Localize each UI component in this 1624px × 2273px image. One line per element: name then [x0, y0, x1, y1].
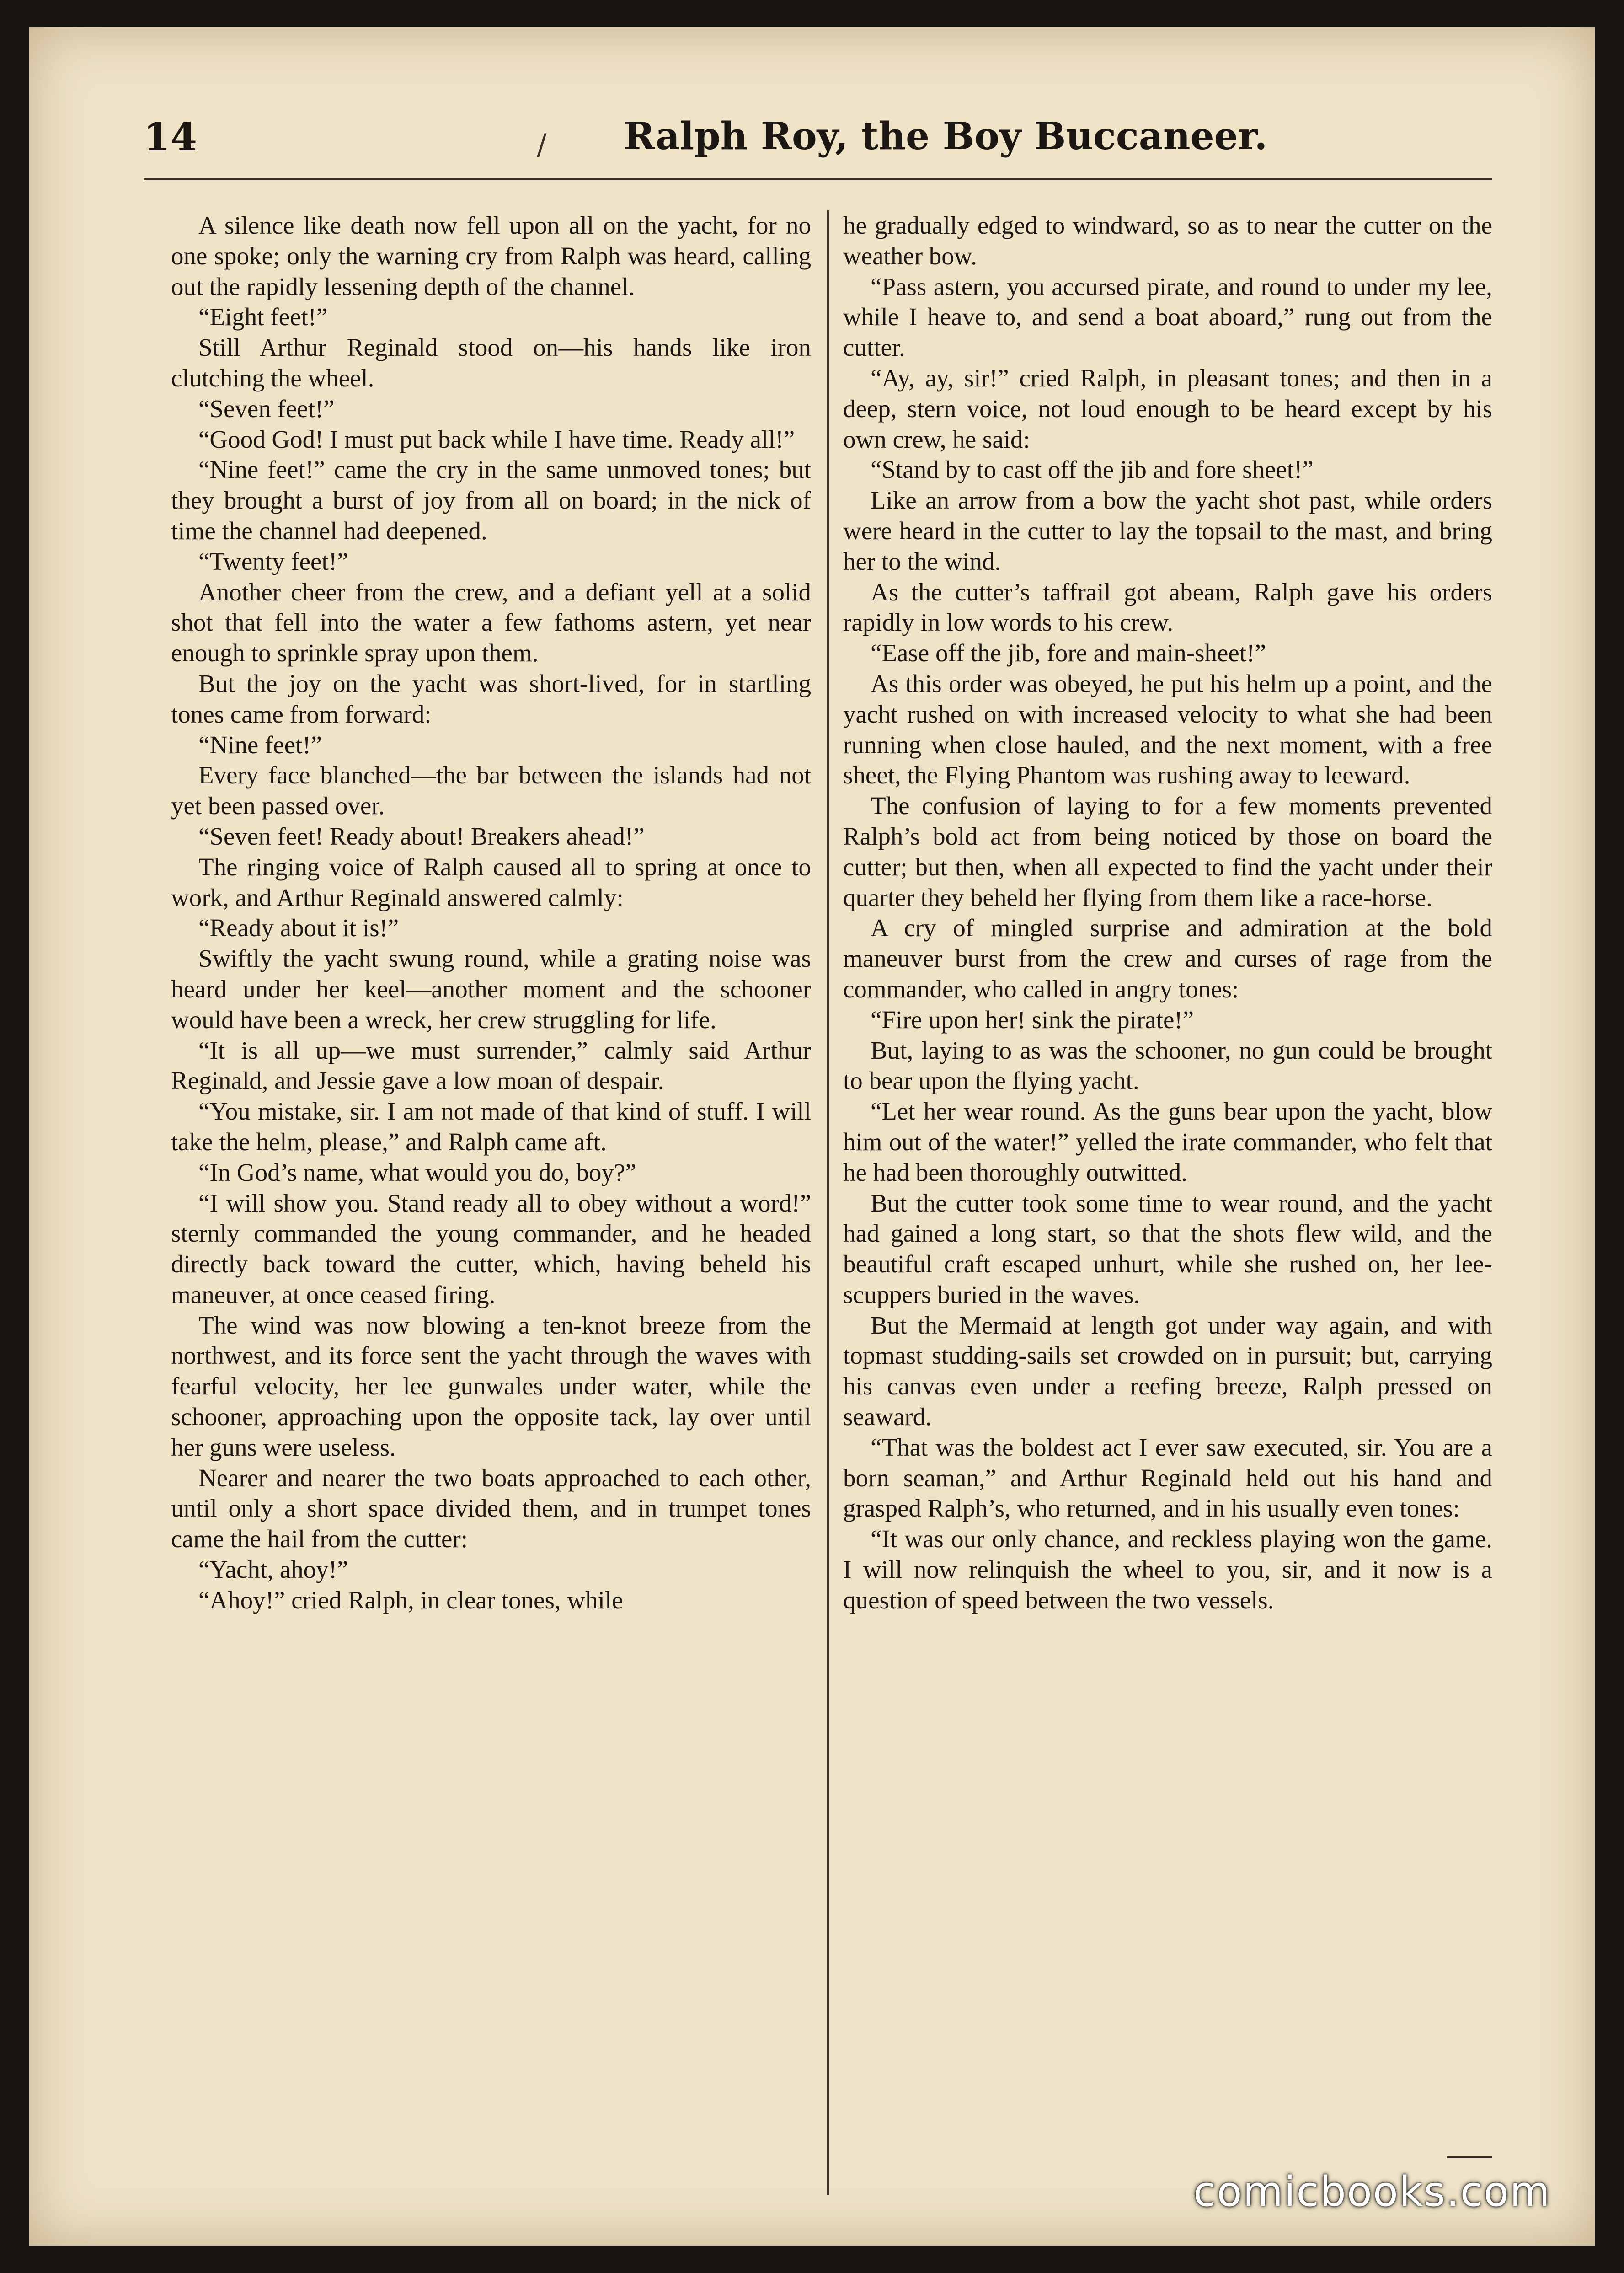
paragraph: “Nine feet!” [198, 730, 322, 759]
header-rule [144, 178, 1492, 180]
paragraph: “Let her wear round. As the guns bear upon the yacht, blow him out of the water!” yelled the irate commander, who felt that he had been thoroughly outwitted. [843, 1097, 1492, 1186]
paragraph: “Ay, ay, sir!” cried Ralph, in pleasant tones; and then in a deep, stern voice, not loud enough to be heard except by his own crew, he said: [843, 364, 1492, 453]
paragraph: Nearer and nearer the two boats approached to each other, until only a short space divided them, and in trumpet tones came the hail from the cutter: [171, 1464, 811, 1553]
left-column [171, 210, 811, 1616]
paragraph: “Seven feet! Ready about! Breakers ahead!” [198, 822, 645, 850]
paragraph: Like an arrow from a bow the yacht shot past, while orders were heard in the cutter to lay the topsail to the mast, and bring her to the wind. [843, 486, 1492, 575]
paragraph: “I will show you. Stand ready all to obey without a word!” sternly commanded the young commander, and he headed directly back toward the cutter, which, having beheld his maneuver, at once ceased firing. [171, 1189, 811, 1308]
paragraph: The confusion of laying to for a few moments prevented Ralph’s bold act from being noticed by those on board the cutter; but then, when all expected to find the yacht under their quarter they beheld her flying from them like a race-horse. [843, 792, 1492, 911]
paragraph: “Eight feet!” [198, 303, 328, 331]
paragraph: As the cutter’s taffrail got abeam, Ralph gave his orders rapidly in low words to his crew. [843, 578, 1492, 637]
paragraph: But the cutter took some time to wear round, and the yacht had gained a long start, so that the shots flew wild, and the beautiful craft escaped unhurt, while she rushed on, her lee-scuppers buried in the waves. [843, 1189, 1492, 1308]
paragraph: “Twenty feet!” [198, 547, 348, 575]
paragraph: As this order was obeyed, he put his helm up a point, and the yacht rushed on with increased velocity to what she had been running when close hauled, and the next moment, with a free sheet, the Flying Phantom was rushing away to leeward. [843, 669, 1492, 789]
paragraph: “Pass astern, you accursed pirate, and round to under my lee, while I heave to, and send a boat aboard,” rung out from the cutter. [843, 272, 1492, 362]
paragraph: “Fire upon her! sink the pirate!” [871, 1005, 1194, 1034]
paragraph: Every face blanched—the bar between the islands had not yet been passed over. [171, 761, 811, 820]
paragraph: “Seven feet!” [198, 394, 335, 423]
paragraph: “You mistake, sir. I am not made of that kind of stuff. I will take the helm, please,” and Ralph came aft. [171, 1097, 811, 1156]
running-head: Ralph Roy, the Boy Buccaneer. [624, 114, 1268, 158]
paragraph: “Ahoy!” cried Ralph, in clear tones, while [198, 1586, 623, 1614]
paragraph: The wind was now blowing a ten-knot breeze from the northwest, and its force sent the yacht through the waves with fearful velocity, her lee gunwales under water, while the schooner, approaching upon the opposite tack, lay over until her guns were useless. [171, 1311, 811, 1461]
paragraph: “Nine feet!” came the cry in the same unmoved tones; but they brought a burst of joy from all on board; in the nick of time the channel had deepened. [171, 456, 811, 545]
paragraph: “Stand by to cast off the jib and fore sheet!” [871, 456, 1314, 484]
page-header [144, 114, 1492, 174]
paragraph: A cry of mingled surprise and admiration at the bold maneuver burst from the crew and curses of rage from the commander, who called in angry tones: [843, 914, 1492, 1003]
paragraph: But the Mermaid at length got under way again, and with topmast studding-sails set crowded on in pursuit; but, carrying his canvas even under a reefing breeze, Ralph pressed on seaward. [843, 1311, 1492, 1431]
slash-mark: / [537, 128, 547, 162]
column-divider [827, 210, 829, 2195]
paragraph: But, laying to as was the schooner, no gun could be brought to bear upon the flying yacht. [843, 1036, 1492, 1095]
paragraph: “That was the boldest act I ever saw executed, sir. You are a born seaman,” and Arthur Reginald held out his hand and grasped Ralph’s, who returned, and in his usually even tones: [843, 1433, 1492, 1522]
paragraph: Another cheer from the crew, and a defiant yell at a solid shot that fell into the water a few fathoms astern, yet near enough to sprinkle spray upon them. [171, 578, 811, 667]
paragraph: “Good God! I must put back while I have time. Ready all!” [198, 425, 795, 453]
paragraph: “Yacht, ahoy!” [198, 1555, 348, 1584]
page-number: 14 [144, 114, 197, 160]
paragraph: A silence like death now fell upon all on the yacht, for no one spoke; only the warning cry from Ralph was heard, calling out the rapidly lessening depth of the channel. [171, 211, 811, 300]
paragraph: Swiftly the yacht swung round, while a grating noise was heard under her keel—another moment and the schooner would have been a wreck, her crew struggling for life. [171, 944, 811, 1034]
paragraph: “It was our only chance, and reckless playing won the game. I will now relinquish the wheel to you, sir, and it now is a question of speed between the two vessels. [843, 1525, 1492, 1614]
paragraph: But the joy on the yacht was short-lived, for in startling tones came from forward: [171, 669, 811, 728]
column-end-mark [1447, 2156, 1492, 2158]
paragraph: “It is all up—we must surrender,” calmly said Arthur Reginald, and Jessie gave a low moan of despair. [171, 1036, 811, 1095]
magazine-page [29, 27, 1595, 2246]
site-watermark: comicbooks.com [1193, 2168, 1551, 2216]
paragraph: “In God’s name, what would you do, boy?” [198, 1158, 636, 1186]
paragraph: he gradually edged to windward, so as to near the cutter on the weather bow. [843, 211, 1492, 270]
right-column [843, 210, 1492, 1616]
paragraph: “Ease off the jib, fore and main-sheet!” [871, 639, 1266, 667]
paragraph: The ringing voice of Ralph caused all to spring at once to work, and Arthur Reginald answered calmly: [171, 852, 811, 911]
paragraph: “Ready about it is!” [198, 914, 399, 942]
paragraph: Still Arthur Reginald stood on—his hands like iron clutching the wheel. [171, 333, 811, 392]
